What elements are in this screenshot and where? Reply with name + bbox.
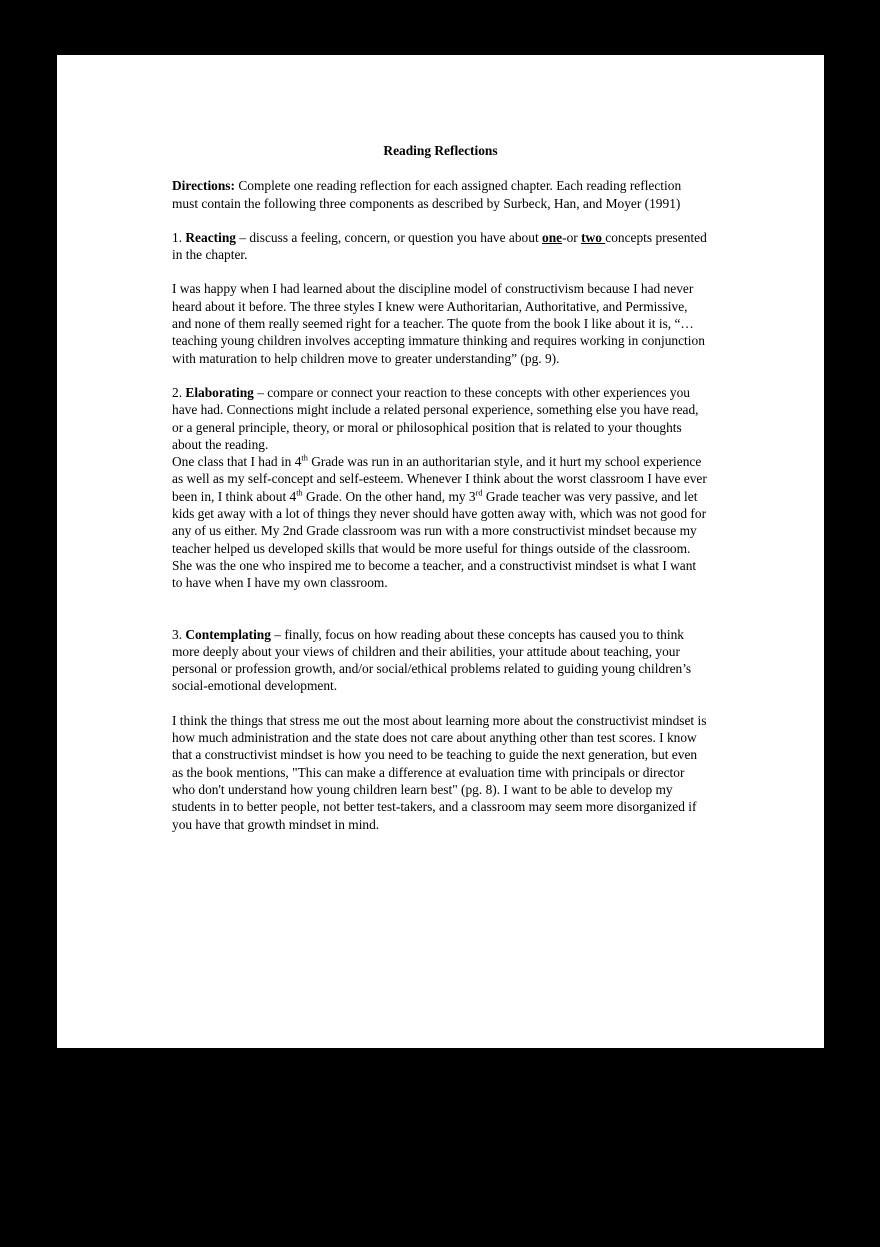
elaborating-response-paragraph: One class that I had in 4th Grade was run in an authoritarian style, and it hurt my school experience as well as my self-concept and self-esteem. Whenever I think about the worst classroom I have ever been in, I think about 4th Grade. On the other hand, my 3rd Grade teacher was very passive, and let kids get away with a lot of things they never should have gotten away with, which was not good for any of us either. My 2nd Grade classroom was run with a more constructivist mindset because my teacher helped us developed skills that would be more useful for things outside of the classroom. She was the one who inspired me to become a teacher, and a constructivist mindset is what I want to have when I have my own classroom. — [172, 453, 707, 591]
document-title: Reading Reflections — [383, 143, 498, 158]
contemplating-prompt-paragraph: 3. Contemplating – finally, focus on how reading about these concepts has caused you to think more deeply about your views of children and their abilities, your attitude about teaching, your personal or profession growth, and/or social/ethical problems related to guiding young children’s social-emotional development. — [172, 626, 692, 694]
reacting-prompt-paragraph: 1. Reacting – discuss a feeling, concern, or question you have about one-or two concepts presented in the chapter. — [172, 229, 707, 263]
reacting-response-paragraph: I was happy when I had learned about the discipline model of constructivism because I had never heard about it before. The three styles I knew were Authoritarian, Authoritative, and Permissive, and none of them really seemed right for a teacher. The quote from the book I like about it is, “…teaching young children involves accepting immature thinking and requires working in conjunction with maturation to help children move to greater understanding” (pg. 9). — [172, 281, 705, 366]
document-page — [57, 55, 824, 1048]
elaborating-prompt-paragraph: 2. Elaborating – compare or connect your reaction to these concepts with other experiences you have had. Connections might include a related personal experience, something else you have read, or a general principle, theory, or moral or philosophical position that is related to your thoughts about the reading. — [172, 384, 699, 452]
directions-paragraph: Directions: Complete one reading reflection for each assigned chapter. Each reading reflection must contain the following three components as described by Surbeck, Han, and Moyer (1991) — [172, 178, 682, 211]
contemplating-response-paragraph: I think the things that stress me out the most about learning more about the constructivist mindset is how much administration and the state does not care about anything other than test scores. I know that a constructivist mindset is how you need to be teaching to guide the next generation, but even as the book mentions, "This can make a difference at evaluation time with principals or director who don't understand how young children learn best" (pg. 8). I want to be able to develop my students in to better people, not better test-takers, and a classroom may seem more disorganized if you have that growth mindset in mind. — [172, 712, 707, 832]
